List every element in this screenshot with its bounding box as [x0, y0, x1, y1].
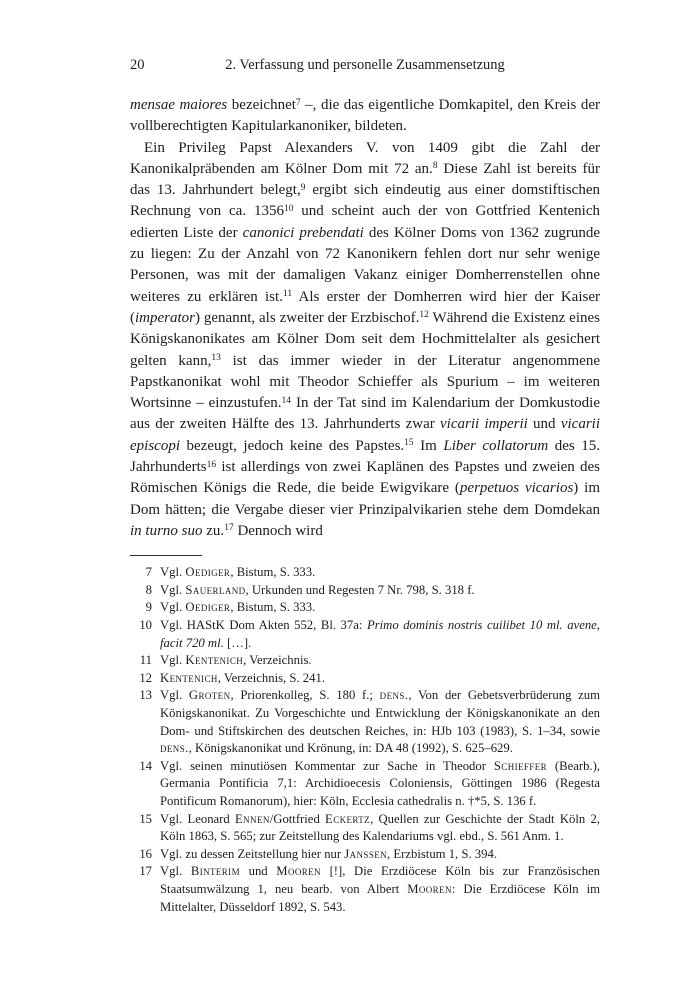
body-paragraph	[130, 95, 600, 138]
author-name-smallcaps: dens.	[160, 741, 189, 756]
footnote-text	[160, 670, 600, 688]
text-run: Diese Zahl ist bereits für das 13. Jahrhundert belegt,	[130, 160, 600, 199]
footnote-reference: 17	[224, 523, 234, 534]
footnote-number: 15	[139, 811, 152, 826]
footnote-item	[130, 564, 600, 582]
text-run: Vgl. seinen minutiösen Kommentar zur Sache in Theodor	[160, 758, 494, 773]
text-run: , Verzeichnis.	[243, 653, 312, 668]
author-name-smallcaps: Ennen	[235, 811, 270, 826]
footnote-item	[130, 863, 600, 916]
author-name-smallcaps: Mooren	[407, 881, 452, 896]
footnote-reference: 13	[211, 353, 221, 364]
text-run: , Erzbistum 1, S. 394.	[387, 846, 497, 861]
text-run: Vgl.	[160, 653, 186, 668]
text-run: , Urkunden und Regesten 7 Nr. 798, S. 318 f.	[245, 582, 475, 597]
text-run: Vgl.	[160, 864, 191, 879]
footnote-number: 7	[145, 565, 152, 580]
footnote-reference: 12	[419, 310, 429, 321]
latin-term-italic: vicarii imperii	[440, 416, 528, 433]
text-run: Vgl.	[160, 582, 186, 597]
text-run: In der Tat sind im Kalendarium der Domkustodie aus der zweiten Hälfte des 13. Jahrhunderts zwar	[130, 395, 600, 433]
footnote-number: 10	[139, 618, 152, 633]
footnote-item	[130, 652, 600, 670]
author-name-smallcaps: Janssen	[344, 846, 388, 861]
footnote-text	[160, 652, 600, 670]
footnote-reference: 11	[282, 289, 293, 300]
footnote-item	[130, 758, 600, 811]
footnote-item	[130, 687, 600, 757]
text-run: /Gottfried	[269, 811, 326, 826]
text-run: des Kölner Doms von 1362 zugrunde zu liegen: Zu der Anzahl von 72 Kanonikern fehlen dort nur sehr wenige Personen, was mit der damaligen Vakanz einiger Domherrenstellen ohne weiteres zu erklären ist.	[130, 224, 601, 305]
body-paragraph	[130, 138, 600, 543]
footnote-number: 11	[139, 653, 152, 668]
text-run: zu.	[202, 522, 225, 539]
text-run: Ein Privileg Papst Alexanders V. von 1409 gibt die Zahl der Kanonikalpräbenden am Kölner Dom mit 72 an.	[130, 139, 600, 177]
text-run: Vgl.	[160, 600, 186, 615]
text-run: bezeugt, jedoch keine des Papstes.	[180, 437, 405, 454]
latin-term-italic: Primo dominis nostris cuilibet 10 ml. avene, facit 720 ml.	[160, 618, 600, 650]
text-run: , Von der Gebetsverbrüderung zum Königskanonikat. Zu Vorgeschichte und Entwicklung der Königskanonikate an den Dom- und Stiftskirchen des deutschen Reiches, in: HJb 103 (1983), S. 1–34, sowie	[160, 688, 601, 738]
text-run: und	[527, 416, 561, 433]
latin-term-italic: imperator	[135, 309, 195, 326]
footnote-reference: 15	[404, 438, 414, 449]
footnote-number: 13	[139, 688, 152, 703]
footnote-number: 16	[139, 846, 152, 861]
footnote-reference: 9	[300, 182, 306, 193]
body-text	[130, 95, 600, 542]
text-run: , Priorenkolleg, S. 180 f.;	[230, 688, 380, 703]
text-run: , Quellen zur Geschichte der Stadt Köln 2, Köln 1863, S. 565; zur Zeitstellung des Kalendariums vgl. ebd., S. 561 Anm. 1.	[160, 811, 600, 844]
page-number: 20	[130, 57, 145, 73]
text-run: : Die Erzdiöcese Köln im Mittelalter, Düsseldorf 1892, S. 543.	[160, 881, 600, 914]
text-run: ) im Dom hätten; die Vergabe dieser vier Prinzipalvikarien stehe dem Domdekan	[130, 480, 601, 518]
footnote-reference: 7	[295, 97, 301, 108]
footnote-text	[160, 863, 600, 916]
footnote-number: 14	[139, 758, 152, 773]
footnotes-list	[130, 564, 600, 916]
text-block	[130, 57, 600, 916]
author-name-smallcaps: Oediger	[185, 600, 231, 615]
footnote-text	[160, 687, 600, 757]
running-header	[130, 57, 600, 74]
footnote-item	[130, 846, 600, 864]
text-run: Dennoch wird	[233, 522, 323, 539]
text-run: Im	[413, 437, 444, 454]
author-name-smallcaps: Sauerland	[185, 582, 246, 597]
text-run: (Bearb.), Germania Pontificia 7,1: Archidioecesis Coloniensis, Göttingen 1986 (Regesta Pontificum Romanorum), hier: Köln, Ecclesia cathedralis n. †*5, S. 136 f.	[160, 758, 600, 808]
footnote-text	[160, 582, 600, 600]
text-run: des 15. Jahrhunderts	[130, 437, 601, 476]
text-run: Als erster der Domherren wird hier der Kaiser (	[130, 288, 600, 326]
text-run: ist das immer wieder in der Literatur angenommene Papstkanonikat wohl mit Theodor Schieffer als Spurium – im weiteren Wortsinne – einzustufen.	[130, 352, 600, 412]
footnote-item	[130, 599, 600, 617]
text-run: ist allerdings von zwei Kaplänen des Papstes und zweien des Römischen Königs die Rede, die beide Ewigvikare (	[130, 459, 600, 497]
text-run: [!], Die Erzdiöcese Köln bis zur Französischen Staatsumwälzung 1, neu bearb. von Albert	[160, 864, 601, 896]
chapter-title: 2. Verfassung und personelle Zusammensetzung	[225, 57, 505, 73]
latin-term-italic: vicarii episcopi	[130, 416, 600, 454]
text-run: , Bistum, S. 333.	[230, 600, 316, 615]
footnote-reference: 10	[283, 203, 294, 214]
footnote-reference: 8	[432, 161, 438, 172]
footnote-text	[160, 846, 600, 864]
latin-term-italic: Liber collatorum	[443, 437, 549, 454]
footnote-number: 17	[139, 864, 152, 879]
footnote-number: 9	[145, 600, 152, 615]
text-run: , Königskanonikat und Krönung, in: DA 48 (1992), S. 625–629.	[188, 741, 513, 756]
latin-term-italic: perpetuos vicarios	[459, 480, 574, 497]
footnote-item	[130, 582, 600, 600]
text-run: Vgl.	[160, 688, 189, 703]
footnote-number: 12	[139, 670, 152, 685]
author-name-smallcaps: Oediger	[185, 565, 231, 580]
text-run: Vgl.	[160, 565, 186, 580]
author-name-smallcaps: Kentenich	[160, 670, 218, 685]
footnote-item	[130, 617, 600, 652]
author-name-smallcaps: dens.	[379, 688, 409, 703]
latin-term-italic: canonici prebendati	[242, 224, 364, 241]
text-run: Vgl. Leonard	[160, 811, 235, 826]
text-run: –, die das eigentliche Domkapitel, den Kreis der vollberechtigten Kapitularkanoniker, bildeten.	[130, 97, 600, 135]
footnote-number: 8	[145, 582, 152, 597]
author-name-smallcaps: Schieffer	[493, 758, 548, 773]
footnote-reference: 16	[206, 459, 217, 470]
footnote-item	[130, 670, 600, 688]
text-run: Vgl. HAStK Dom Akten 552, Bl. 37a:	[160, 618, 367, 633]
footnote-text	[160, 599, 600, 617]
author-name-smallcaps: Binterim	[190, 864, 240, 879]
text-run: bezeichnet	[227, 97, 296, 113]
text-run: […].	[223, 635, 252, 650]
author-name-smallcaps: Kentenich	[185, 653, 244, 668]
footnote-reference: 14	[281, 395, 292, 406]
footnote-separator	[130, 555, 202, 556]
text-run: und	[240, 864, 277, 879]
text-run: , Verzeichnis, S. 241.	[217, 670, 326, 685]
footnote-text	[160, 617, 600, 652]
text-run: Vgl. zu dessen Zeitstellung hier nur	[160, 846, 345, 861]
footnote-item	[130, 811, 600, 846]
text-run: ) genannt, als zweiter der Erzbischof.	[195, 309, 420, 326]
latin-term-italic: in turno suo	[130, 522, 203, 539]
author-name-smallcaps: Eckertz	[325, 811, 371, 826]
footnote-text	[160, 811, 600, 846]
footnote-text	[160, 564, 600, 582]
text-run: , Bistum, S. 333.	[230, 565, 316, 580]
footnote-text	[160, 758, 600, 811]
text-run: ergibt sich eindeutig aus einer domstiftischen Rechnung von ca. 1356	[130, 182, 600, 220]
author-name-smallcaps: Mooren	[276, 864, 321, 879]
latin-term-italic: mensae maiores	[130, 97, 228, 113]
text-run: Während die Existenz eines Königskanonikates am Kölner Dom seit dem Hochmittelalter als gesichert gelten kann,	[130, 309, 600, 369]
author-name-smallcaps: Groten	[188, 688, 231, 703]
text-run: und scheint auch der von Gottfried Kentenich edierten Liste der	[130, 203, 600, 241]
